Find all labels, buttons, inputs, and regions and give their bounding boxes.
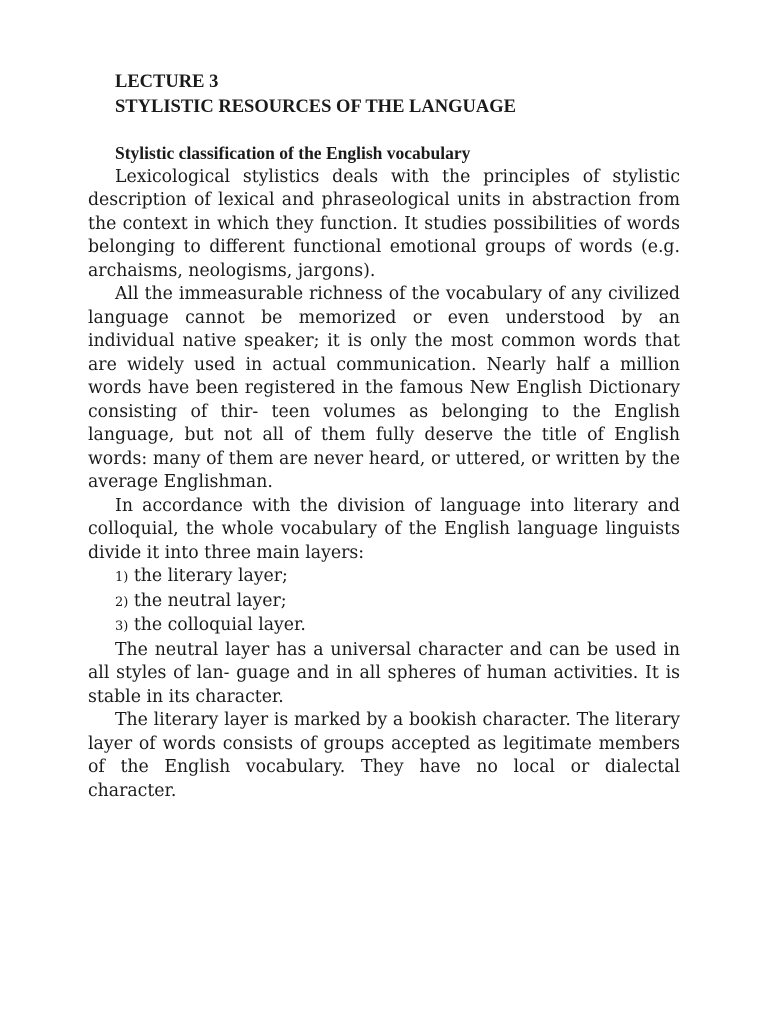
- paragraph: Lexicological stylistics deals with the principles of stylistic description of lexical and phraseological units in abstraction from the context in which they function. It studies possibilities of words belonging to different functional emotional groups of words (e.g. archaisms, neologisms, jargons).: [88, 166, 680, 281]
- paragraph: All the immeasurable richness of the vocabulary of any civilized language cannot be memorized or even understood by an individual native speaker; it is only the most common words that are widely used in actual communication. Nearly half a million words have been registered in the famous New English Dictionary consisting of thir- teen volumes as belonging to the English language, but not all of them fully deserve the title of English words: many of them are never heard, or uttered, or written by the average Englishman.: [88, 284, 680, 492]
- paragraph: The neutral layer has a universal character and can be used in all styles of lan- guage and in all spheres of human activities. It is stable in its character.: [88, 639, 680, 707]
- list-item: [88, 614, 680, 639]
- document-page: [88, 70, 680, 803]
- lecture-number: LECTURE 3: [115, 72, 219, 92]
- section-heading: Stylistic classification of the English vocabulary: [115, 143, 471, 163]
- lecture-title: STYLISTIC RESOURCES OF THE LANGUAGE: [115, 97, 516, 117]
- list-item-text: the neutral layer;: [128, 590, 287, 611]
- list-item-text: the literary layer;: [128, 566, 288, 586]
- list-item-text: the colloquial layer.: [128, 615, 306, 635]
- list-item-number: 3): [115, 619, 129, 634]
- list-item: [88, 565, 680, 590]
- paragraph: The literary layer is marked by a bookish character. The literary layer of words consists of groups accepted as legitimate members of the English vocabulary. They have no local or dialectal character.: [88, 710, 680, 801]
- list-item-number: 1): [115, 570, 129, 585]
- list-item-number: 2): [115, 594, 129, 610]
- layers-list: [88, 565, 680, 639]
- paragraph: In accordance with the division of language into literary and colloquial, the whole vocabulary of the English language linguists divide it into three main layers:: [88, 495, 680, 563]
- list-item: [88, 590, 680, 615]
